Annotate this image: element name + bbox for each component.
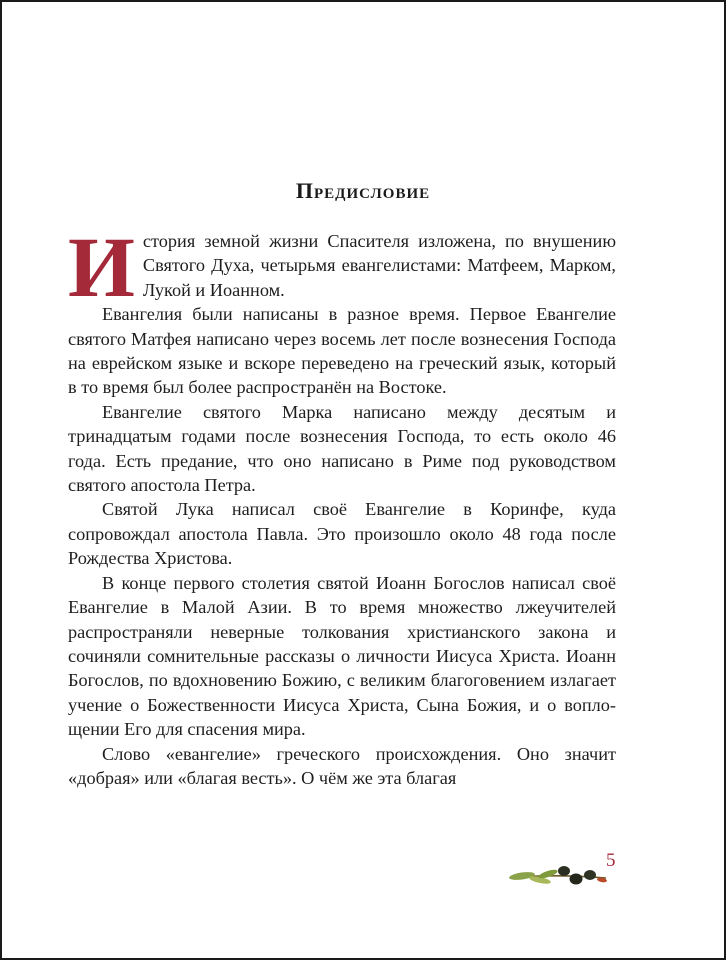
paragraph-6: Слово «евангелие» греческого происхождения. Оно значит «добрая» или «благая весть». О чём же эта благая: [68, 743, 616, 788]
paragraph-3: Евангелие святого Марка написано между десятым и тринадцатым годами после вознесения Господа, то есть около 46 года. Есть предание, что оно написано в Риме под руководством святого апостола Петра.: [68, 401, 616, 496]
paragraph-4: Святой Лука написал своё Евангелие в Коринфе, куда сопровождал апостола Павла. Это произошло около 48 года после Рождества Христова.: [68, 499, 616, 569]
text-body: [68, 219, 616, 790]
paragraph-1: [68, 219, 616, 315]
page-title: Предисловие: [295, 178, 431, 203]
page-number: 5: [606, 850, 616, 871]
drop-cap: И: [68, 219, 135, 315]
paragraph-5: В конце первого столетия святой Иоанн Богослов написал своё Евангелие в Малой Азии. В то время множество лжеучителей распространяли неверные толкования христианского закона и сочиняли сомнительные рассказы о личности Иисуса Христа. Иоанн Богослов, по вдохновению Божию, с великим благоговением излагает учение о Божественности Иисуса Христа, Сына Божия, и о воплощении Его для спасения мира.: [68, 572, 616, 740]
paragraph-2: Евангелия были написаны в разное время. Первое Евангелие святого Матфея написано через восемь лет после вознесения Господа на еврейском языке и вскоре переведено на греческий язык, который в то время был более распространён на Востоке.: [68, 304, 616, 398]
paragraph-text: стория земной жизни Спасителя изложена, по внушению Святого Духа, четырьмя евангелистами: Матфеем, Марком, Лукой и Иоанном.: [142, 231, 616, 300]
olive-branch-icon: [508, 862, 612, 892]
